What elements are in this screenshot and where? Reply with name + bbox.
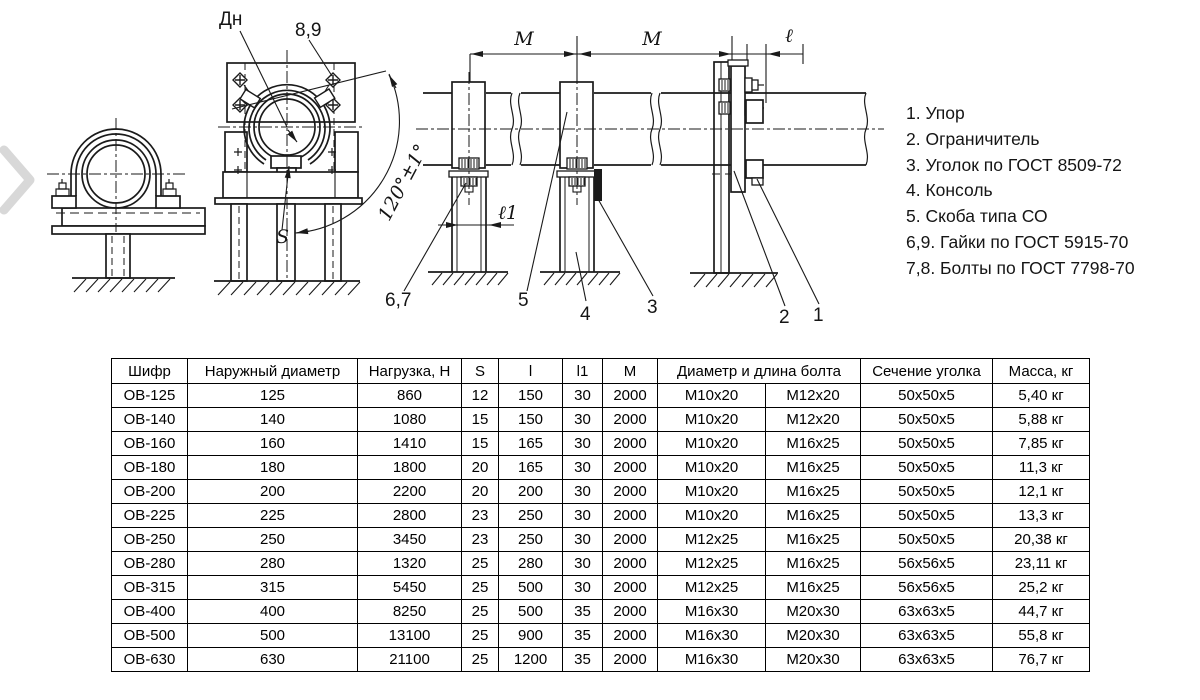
table-cell: 1200	[499, 648, 563, 672]
table-cell: 280	[499, 552, 563, 576]
table-cell: 50х50х5	[861, 480, 993, 504]
table-cell: М20х30	[766, 648, 861, 672]
callout-3: 3	[647, 297, 658, 318]
table-cell: 23	[462, 528, 499, 552]
table-cell: М16х25	[766, 552, 861, 576]
table-cell: 7,85 кг	[993, 432, 1090, 456]
table-cell: 160	[188, 432, 358, 456]
table-cell: М10х20	[658, 504, 766, 528]
table-row	[112, 552, 1090, 576]
table-cell: 63х63х5	[861, 600, 993, 624]
table-cell: 25	[462, 576, 499, 600]
table-cell: М10х20	[658, 408, 766, 432]
table-cell: 3450	[358, 528, 462, 552]
front-view	[47, 118, 205, 292]
table-cell: 30	[563, 480, 603, 504]
table-cell: 250	[499, 504, 563, 528]
table-cell: 30	[563, 552, 603, 576]
table-cell: 25	[462, 552, 499, 576]
table-cell: 50х50х5	[861, 528, 993, 552]
table-cell: 1320	[358, 552, 462, 576]
table-row	[112, 408, 1090, 432]
callout-1: 1	[813, 305, 824, 326]
callout-5: 5	[518, 290, 529, 311]
table-cell: 8250	[358, 600, 462, 624]
table-cell: 13,3 кг	[993, 504, 1090, 528]
table-cell: ОВ-160	[112, 432, 188, 456]
table-cell: 20	[462, 480, 499, 504]
table-cell: 1080	[358, 408, 462, 432]
table-cell: 30	[563, 576, 603, 600]
table-row	[112, 480, 1090, 504]
dim-label-l1: ℓ1	[497, 202, 519, 224]
table-cell: 200	[188, 480, 358, 504]
column-header: Диаметр и длина болта	[658, 359, 861, 384]
table-cell: 165	[499, 456, 563, 480]
table-cell: 30	[563, 432, 603, 456]
table-cell: 76,7 кг	[993, 648, 1090, 672]
column-header: Наружный диаметр	[188, 359, 358, 384]
table-cell: М16х25	[766, 480, 861, 504]
table-cell: М16х25	[766, 456, 861, 480]
column-header: Сечение уголка	[861, 359, 993, 384]
table-cell: 630	[188, 648, 358, 672]
table-cell: 35	[563, 624, 603, 648]
table-row	[112, 600, 1090, 624]
parts-legend	[906, 101, 1135, 282]
table-cell: М12х25	[658, 576, 766, 600]
table-cell: ОВ-500	[112, 624, 188, 648]
table-cell: 315	[188, 576, 358, 600]
table-cell: М16х25	[766, 432, 861, 456]
table-cell: ОВ-630	[112, 648, 188, 672]
table-cell: 2000	[603, 600, 658, 624]
table-cell: М16х30	[658, 624, 766, 648]
table-row	[112, 456, 1090, 480]
callout-6-7: 6,7	[385, 290, 412, 311]
table-cell: 56х56х5	[861, 552, 993, 576]
table-cell: 23,11 кг	[993, 552, 1090, 576]
table-cell: 56х56х5	[861, 576, 993, 600]
table-cell: М10х20	[658, 384, 766, 408]
column-header: Масса, кг	[993, 359, 1090, 384]
table-cell: 2000	[603, 456, 658, 480]
table-cell: 50х50х5	[861, 456, 993, 480]
table-cell: 150	[499, 384, 563, 408]
table-cell: 2000	[603, 432, 658, 456]
table-cell: 25	[462, 648, 499, 672]
table-cell: 140	[188, 408, 358, 432]
table-cell: 35	[563, 600, 603, 624]
callout-4: 4	[580, 304, 591, 325]
table-cell: 2000	[603, 408, 658, 432]
column-header: Нагрузка, Н	[358, 359, 462, 384]
legend-item: 3. Уголок по ГОСТ 8509-72	[906, 154, 1122, 175]
column-header: l1	[563, 359, 603, 384]
table-cell: 2200	[358, 480, 462, 504]
table-cell: 280	[188, 552, 358, 576]
table-cell: 13100	[358, 624, 462, 648]
dim-label-l: ℓ	[785, 25, 793, 47]
table-cell: 11,3 кг	[993, 456, 1090, 480]
table-cell: 250	[188, 528, 358, 552]
table-cell: М12х20	[766, 408, 861, 432]
legend-item: 5. Скоба типа СО	[906, 206, 1048, 227]
table-header-row	[112, 359, 1090, 384]
table-cell: 30	[563, 528, 603, 552]
table-row	[112, 432, 1090, 456]
table-cell: 50х50х5	[861, 504, 993, 528]
legend-item: 2. Ограничитель	[906, 128, 1040, 149]
table-cell: М16х25	[766, 528, 861, 552]
label-dn: Дн	[219, 9, 243, 30]
table-cell: 2000	[603, 384, 658, 408]
table-cell: 250	[499, 528, 563, 552]
table-cell: 5,40 кг	[993, 384, 1090, 408]
table-row	[112, 624, 1090, 648]
spec-table	[111, 358, 1090, 672]
table-cell: 12	[462, 384, 499, 408]
table-cell: 400	[188, 600, 358, 624]
table-cell: 180	[188, 456, 358, 480]
table-cell: 63х63х5	[861, 624, 993, 648]
legend-item: 7,8. Болты по ГОСТ 7798-70	[906, 257, 1135, 278]
table-cell: 500	[499, 576, 563, 600]
table-cell: 20	[462, 456, 499, 480]
table-cell: М16х25	[766, 576, 861, 600]
table-cell: М10х20	[658, 480, 766, 504]
table-cell: М12х20	[766, 384, 861, 408]
table-cell: 20,38 кг	[993, 528, 1090, 552]
table-cell: 860	[358, 384, 462, 408]
column-header: S	[462, 359, 499, 384]
table-cell: М12х25	[658, 528, 766, 552]
table-cell: 35	[563, 648, 603, 672]
side-view	[404, 36, 884, 306]
table-cell: ОВ-400	[112, 600, 188, 624]
table-cell: 25	[462, 600, 499, 624]
table-cell: 15	[462, 432, 499, 456]
table-cell: 165	[499, 432, 563, 456]
table-cell: ОВ-180	[112, 456, 188, 480]
column-header: l	[499, 359, 563, 384]
table-cell: 2000	[603, 504, 658, 528]
table-cell: 12,1 кг	[993, 480, 1090, 504]
table-row	[112, 504, 1090, 528]
table-cell: 44,7 кг	[993, 600, 1090, 624]
table-cell: 50х50х5	[861, 432, 993, 456]
table-cell: 25,2 кг	[993, 576, 1090, 600]
legend-item: 4. Консоль	[906, 180, 993, 201]
table-cell: 2000	[603, 480, 658, 504]
table-cell: 150	[499, 408, 563, 432]
table-cell: 2800	[358, 504, 462, 528]
table-cell: М16х30	[658, 600, 766, 624]
dim-label-m-1: М	[514, 28, 534, 50]
table-cell: ОВ-280	[112, 552, 188, 576]
table-row	[112, 384, 1090, 408]
table-cell: 2000	[603, 648, 658, 672]
table-cell: ОВ-140	[112, 408, 188, 432]
table-row	[112, 576, 1090, 600]
column-header: Шифр	[112, 359, 188, 384]
table-cell: 900	[499, 624, 563, 648]
table-cell: 5450	[358, 576, 462, 600]
table-cell: 63х63х5	[861, 648, 993, 672]
table-cell: 15	[462, 408, 499, 432]
dim-label-m-2: М	[642, 28, 662, 50]
column-header: M	[603, 359, 658, 384]
table-cell: 30	[563, 456, 603, 480]
table-cell: М16х30	[658, 648, 766, 672]
table-cell: 50х50х5	[861, 408, 993, 432]
table-cell: 55,8 кг	[993, 624, 1090, 648]
table-cell: 23	[462, 504, 499, 528]
table-cell: 500	[499, 600, 563, 624]
table-cell: 50х50х5	[861, 384, 993, 408]
table-cell: ОВ-225	[112, 504, 188, 528]
table-cell: 2000	[603, 528, 658, 552]
table-cell: 2000	[603, 576, 658, 600]
table-cell: М10х20	[658, 432, 766, 456]
legend-item: 6,9. Гайки по ГОСТ 5915-70	[906, 231, 1129, 252]
table-cell: 500	[188, 624, 358, 648]
table-cell: 30	[563, 504, 603, 528]
table-cell: 225	[188, 504, 358, 528]
table-cell: 21100	[358, 648, 462, 672]
section-view	[214, 31, 399, 295]
table-cell: 2000	[603, 552, 658, 576]
table-row	[112, 528, 1090, 552]
label-angle: 120°±1°	[373, 140, 433, 225]
table-cell: 1800	[358, 456, 462, 480]
table-cell: М20х30	[766, 624, 861, 648]
table-cell: ОВ-125	[112, 384, 188, 408]
legend-item: 1. Упор	[906, 103, 965, 123]
table-cell: 30	[563, 408, 603, 432]
table-cell: М10х20	[658, 456, 766, 480]
table-cell: 30	[563, 384, 603, 408]
callout-2: 2	[779, 307, 790, 328]
table-cell: М16х25	[766, 504, 861, 528]
table-cell: 5,88 кг	[993, 408, 1090, 432]
table-cell: 1410	[358, 432, 462, 456]
table-cell: 200	[499, 480, 563, 504]
table-cell: М20х30	[766, 600, 861, 624]
table-cell: ОВ-250	[112, 528, 188, 552]
table-cell: М12х25	[658, 552, 766, 576]
table-cell: 25	[462, 624, 499, 648]
table-cell: 125	[188, 384, 358, 408]
prev-arrow-icon[interactable]	[4, 150, 30, 210]
table-row	[112, 648, 1090, 672]
label-bolts-89: 8,9	[295, 20, 322, 41]
table-cell: 2000	[603, 624, 658, 648]
label-s: S	[276, 226, 290, 248]
table-cell: ОВ-315	[112, 576, 188, 600]
table-cell: ОВ-200	[112, 480, 188, 504]
